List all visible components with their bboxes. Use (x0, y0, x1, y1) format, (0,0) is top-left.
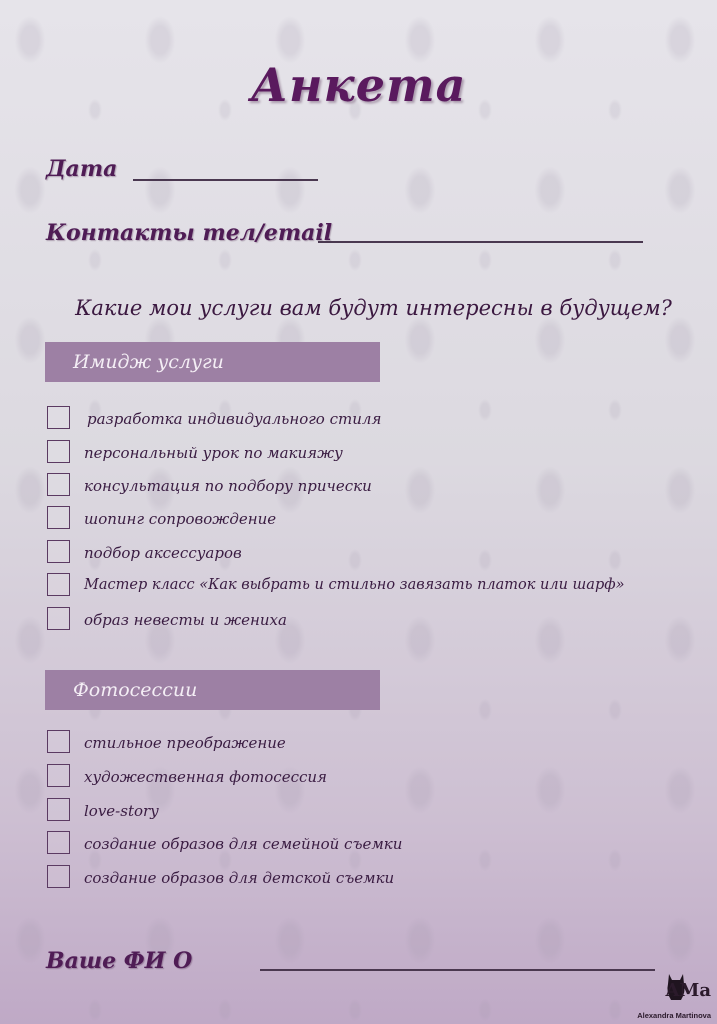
checklist-item-label: шопинг сопровождение (84, 510, 277, 528)
logo-wordmark: AMa (665, 980, 711, 1001)
section-header-photoshoots (45, 670, 380, 710)
checkbox[interactable] (47, 865, 70, 888)
checkbox[interactable] (47, 798, 70, 821)
date-field-line[interactable] (133, 179, 318, 181)
checklist-item-label: создание образов для семейной съемки (84, 835, 403, 853)
checkbox[interactable] (47, 506, 70, 529)
checklist-item-label: разработка индивидуального стиля (87, 410, 382, 428)
section-title: Имидж услуги (73, 351, 224, 373)
date-label: Дата (46, 156, 118, 182)
checkbox[interactable] (47, 730, 70, 753)
checklist-item-label: консультация по подбору прически (84, 477, 372, 495)
section-header-image-services (45, 342, 380, 382)
contacts-field-line[interactable] (318, 241, 643, 243)
name-label: Ваше ФИ О (46, 948, 193, 974)
checkbox[interactable] (47, 440, 70, 463)
name-field-line[interactable] (260, 969, 655, 971)
checklist-item-label: персональный урок по макияжу (84, 444, 343, 462)
checklist-item-label: подбор аксессуаров (84, 544, 242, 562)
checklist-item-label: love-story (84, 802, 159, 820)
checklist-item-label: стильное преображение (84, 734, 286, 752)
checklist-item-label: художественная фотосессия (84, 768, 327, 786)
checkbox[interactable] (47, 540, 70, 563)
section-title: Фотосессии (73, 679, 198, 701)
checkbox[interactable] (47, 573, 70, 596)
checklist-item-label: образ невесты и жениха (84, 611, 287, 629)
checkbox[interactable] (47, 607, 70, 630)
checklist-item-label: Мастер класс «Как выбрать и стильно завязать платок или шарф» (84, 577, 625, 593)
checklist-item-label: создание образов для детской съемки (84, 869, 395, 887)
checkbox[interactable] (47, 473, 70, 496)
services-question: Какие мои услуги вам будут интересны в будущем? (75, 296, 672, 320)
checkbox[interactable] (47, 831, 70, 854)
brand-logo (637, 972, 713, 1022)
checkbox[interactable] (47, 406, 70, 429)
logo-subtitle: Alexandra Martinova (637, 1011, 711, 1020)
checkbox[interactable] (47, 764, 70, 787)
contacts-label: Контакты тел/email (46, 220, 333, 246)
page-title: Анкета (250, 58, 467, 112)
